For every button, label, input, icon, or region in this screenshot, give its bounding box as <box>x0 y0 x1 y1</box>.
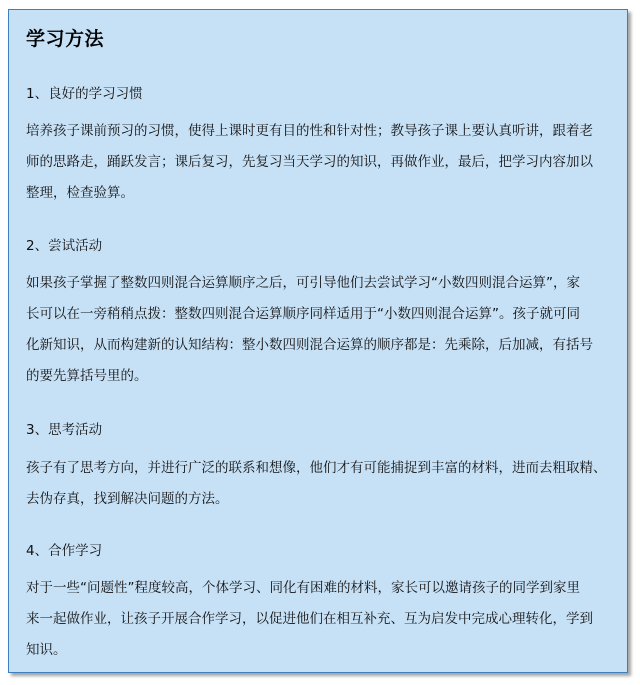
section-heading-thinking-activity: 3、思考活动 <box>26 422 103 438</box>
article-panel <box>8 9 628 673</box>
paragraph-line: 来一起做作业，让孩子开展合作学习，以促进他们在相互补充、互为启发中完成心理转化，学到 <box>26 611 593 627</box>
paragraph-line: 孩子有了思考方向，并进行广泛的联系和想像，他们才有可能捕捉到丰富的材料，进而去粗取精、 <box>26 460 607 476</box>
page-title: 学习方法 <box>26 28 105 50</box>
paragraph-line: 整理，检查验算。 <box>26 185 134 201</box>
section-body-cooperative-learning <box>26 573 622 666</box>
section-body-try-activity <box>26 268 622 392</box>
section-body-good-habits <box>26 116 622 209</box>
section-body-thinking-activity <box>26 453 622 515</box>
paragraph-line: 如果孩子掌握了整数四则混合运算顺序之后，可引导他们去尝试学习“小数四则混合运算”，家 <box>26 275 580 291</box>
paragraph-line: 培养孩子课前预习的习惯，使得上课时更有目的性和针对性；教导孩子课上要认真听讲，跟着老 <box>26 123 593 139</box>
paragraph-line: 化新知识，从而构建新的认知结构：整小数四则混合运算的顺序都是：先乘除，后加减，有括号 <box>26 337 593 353</box>
paragraph-line: 的要先算括号里的。 <box>26 368 148 384</box>
section-heading-cooperative-learning: 4、合作学习 <box>26 543 103 559</box>
paragraph-line: 师的思路走，踊跃发言；课后复习，先复习当天学习的知识，再做作业，最后，把学习内容加以 <box>26 154 593 170</box>
paragraph-line: 知识。 <box>26 642 67 658</box>
section-heading-try-activity: 2、尝试活动 <box>26 238 103 254</box>
paragraph-line: 长可以在一旁稍稍点拨：整数四则混合运算顺序同样适用于“小数四则混合运算”。孩子就可同 <box>26 306 580 322</box>
paragraph-line: 对于一些“问题性”程度较高，个体学习、同化有困难的材料，家长可以邀请孩子的同学到家里 <box>26 580 580 596</box>
paragraph-line: 去伪存真，找到解决问题的方法。 <box>26 491 229 507</box>
section-heading-good-habits: 1、良好的学习习惯 <box>26 86 143 102</box>
